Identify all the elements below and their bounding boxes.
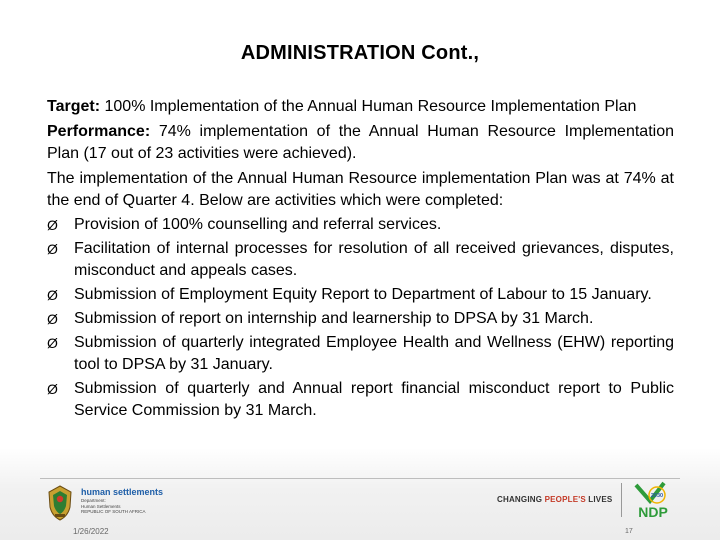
- list-item: [47, 284, 674, 306]
- department-logo: [81, 487, 163, 515]
- arrow-bullet-icon: Ø: [47, 311, 58, 327]
- coat-of-arms-icon: [44, 483, 76, 523]
- slogan-accent: PEOPLE'S: [544, 495, 586, 504]
- list-item-text: Submission of report on internship and learnership to DPSA by 31 March.: [74, 310, 594, 327]
- target-paragraph: [47, 96, 674, 118]
- ndp-year: 2030: [650, 493, 664, 499]
- page-number: 17: [625, 528, 633, 535]
- slogan-part: LIVES: [585, 495, 613, 504]
- performance-label: Performance:: [47, 123, 151, 140]
- ndp-logo: [630, 481, 676, 521]
- slide-title: ADMINISTRATION Cont.,: [240, 42, 480, 64]
- list-item: [47, 332, 674, 376]
- target-text: 100% Implementation of the Annual Human Resource Implementation Plan: [100, 98, 637, 115]
- footer-divider: [40, 478, 680, 479]
- intro-paragraph: The implementation of the Annual Human Resource implementation Plan was at 74% at the end of Quarter 4. Below are activities which were completed:: [47, 170, 674, 209]
- performance-paragraph: [47, 121, 674, 165]
- performance-text: 74% implementation of the Annual Human Resource Implementation Plan (17 out of 23 activities were achieved).: [47, 123, 674, 162]
- target-label: Target:: [47, 98, 101, 115]
- slide-body: [47, 96, 674, 422]
- list-item-text: Provision of 100% counselling and referral services.: [74, 216, 442, 233]
- arrow-bullet-icon: Ø: [47, 381, 58, 397]
- brand-sub-line: Human Settlements: [81, 503, 121, 509]
- list-item-text: Submission of Employment Equity Report to Department of Labour to 15 January.: [74, 286, 652, 303]
- arrow-bullet-icon: Ø: [47, 335, 58, 351]
- slogan-part: CHANGING: [497, 495, 545, 504]
- list-item: [47, 238, 674, 282]
- list-item-text: Submission of quarterly and Annual report financial misconduct report to Public Service Commission by 31 March.: [74, 380, 674, 419]
- list-item: [47, 378, 674, 422]
- arrow-bullet-icon: Ø: [47, 217, 58, 233]
- logo-separator: [621, 483, 622, 517]
- list-item-text: Submission of quarterly integrated Employee Health and Wellness (EHW) reporting tool to DPSA by 31 January.: [74, 334, 674, 373]
- arrow-bullet-icon: Ø: [47, 287, 58, 303]
- brand-name: human settlements: [81, 487, 164, 497]
- brand-sub-line: REPUBLIC OF SOUTH AFRICA: [81, 509, 146, 514]
- activity-list: [47, 214, 674, 422]
- list-item-text: Facilitation of internal processes for resolution of all received grievances, disputes, misconduct and appeals cases.: [74, 240, 674, 279]
- slogan: [497, 495, 612, 504]
- list-item: [47, 308, 674, 330]
- slide-date: 1/26/2022: [73, 527, 109, 536]
- ndp-label: NDP: [638, 504, 668, 520]
- arrow-bullet-icon: Ø: [47, 241, 58, 257]
- list-item: [47, 214, 674, 236]
- brand-sub-line: Department:: [81, 498, 106, 503]
